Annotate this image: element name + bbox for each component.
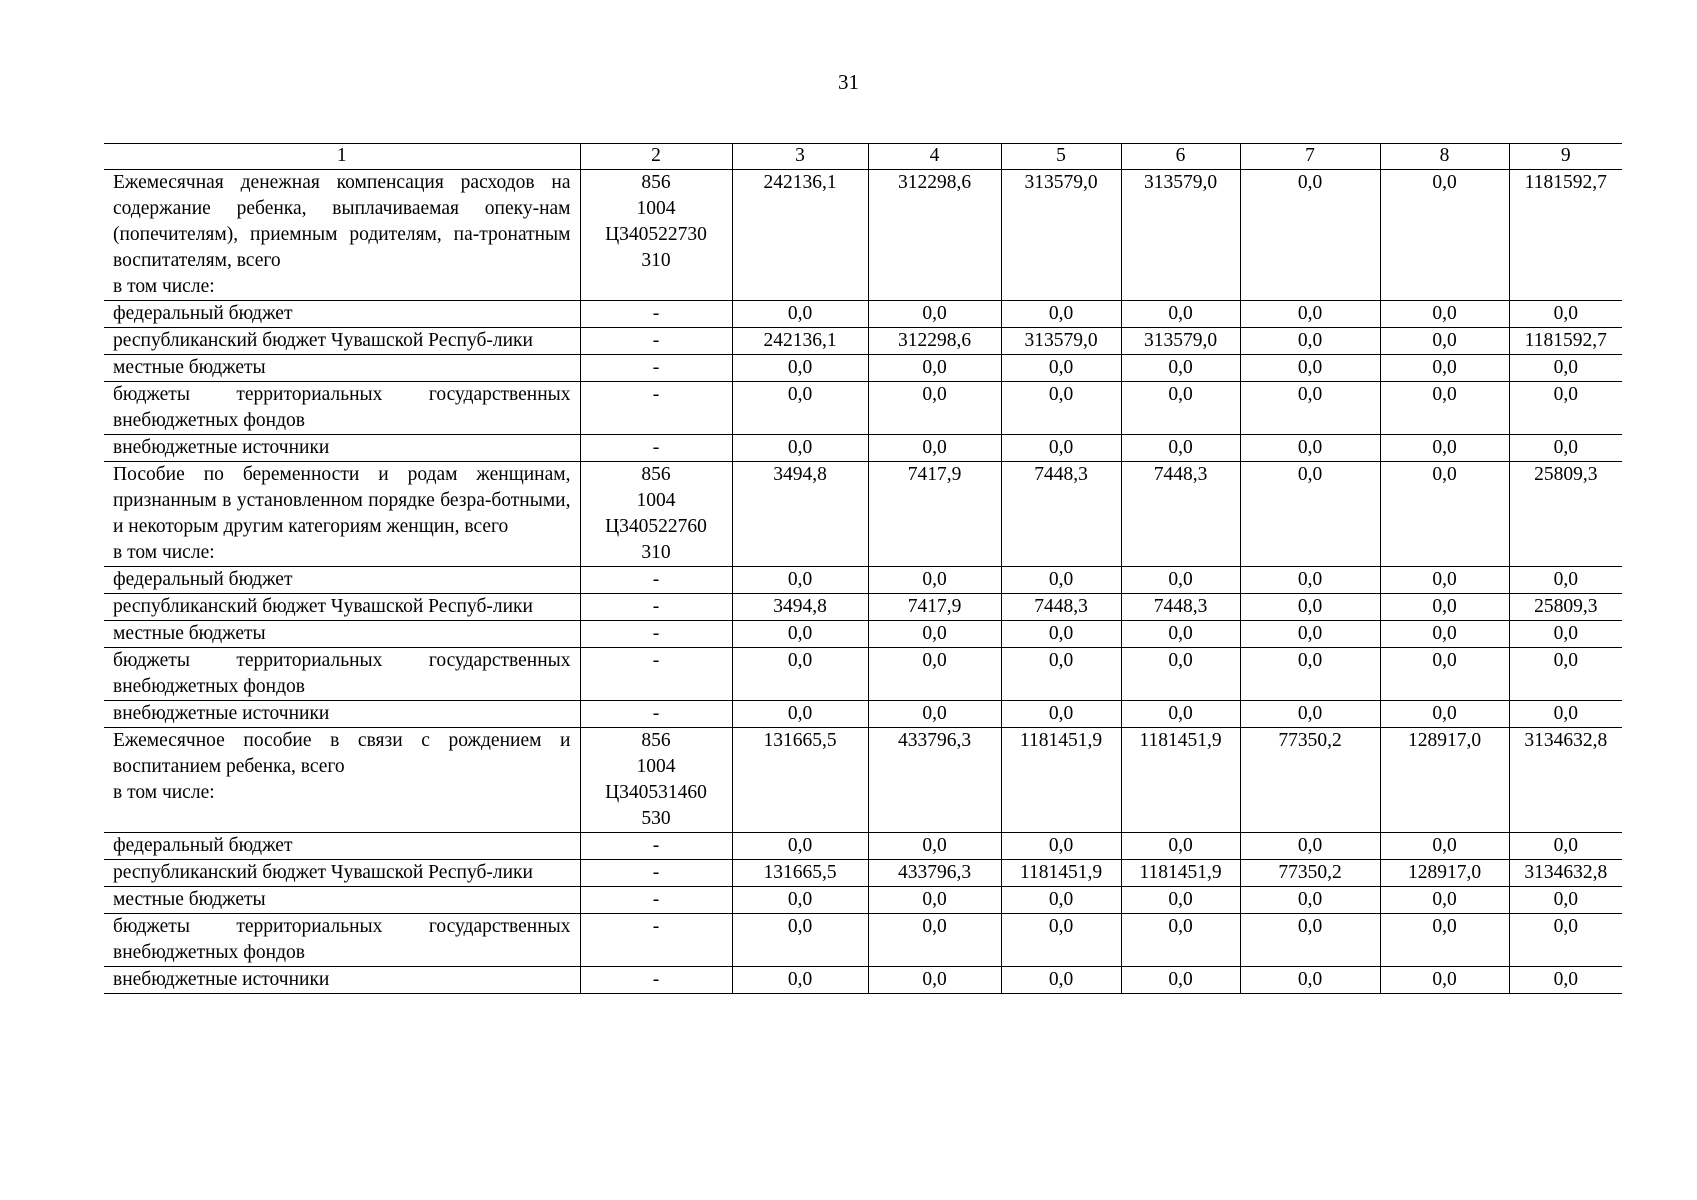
value-cell: 0,0	[1240, 887, 1380, 914]
value-cell: 0,0	[732, 887, 868, 914]
row-name-cell: республиканский бюджет Чувашской Респуб-лики	[104, 328, 580, 355]
value-cell: 0,0	[1240, 701, 1380, 728]
value-cell: 7417,9	[868, 594, 1001, 621]
value-cell: 0,0	[1001, 648, 1121, 701]
column-number-row	[104, 144, 1622, 170]
value-cell: 3134632,8	[1509, 728, 1622, 833]
value-cell: 0,0	[1240, 462, 1380, 567]
value-cell: 0,0	[868, 701, 1001, 728]
value-cell: 242136,1	[732, 170, 868, 301]
table-row	[104, 914, 1622, 967]
value-cell: 0,0	[732, 621, 868, 648]
value-cell: 128917,0	[1380, 728, 1509, 833]
row-name-cell: Пособие по беременности и родам женщинам, признанным в установленном порядке безра-ботными, и некоторым другим категориям женщин, всего в том числе:	[104, 462, 580, 567]
column-header: 7	[1240, 144, 1380, 170]
value-cell: 3494,8	[732, 462, 868, 567]
value-cell: 0,0	[1509, 301, 1622, 328]
value-cell: 0,0	[1240, 833, 1380, 860]
value-cell: 0,0	[1509, 914, 1622, 967]
value-cell: 1181451,9	[1121, 728, 1240, 833]
page-number: 31	[838, 70, 859, 94]
value-cell: 313579,0	[1121, 328, 1240, 355]
budget-code-cell: -	[580, 860, 732, 887]
value-cell: 0,0	[1121, 435, 1240, 462]
value-cell: 0,0	[1121, 887, 1240, 914]
budget-code-cell: -	[580, 301, 732, 328]
table-row	[104, 967, 1622, 994]
value-cell: 7448,3	[1121, 462, 1240, 567]
value-cell: 0,0	[1509, 701, 1622, 728]
value-cell: 0,0	[732, 833, 868, 860]
column-header: 4	[868, 144, 1001, 170]
table-row	[104, 567, 1622, 594]
value-cell: 0,0	[1240, 328, 1380, 355]
value-cell: 1181592,7	[1509, 170, 1622, 301]
value-cell: 0,0	[1001, 914, 1121, 967]
budget-code-cell: -	[580, 567, 732, 594]
table-row	[104, 887, 1622, 914]
value-cell: 0,0	[1001, 621, 1121, 648]
value-cell: 0,0	[1240, 914, 1380, 967]
value-cell: 0,0	[868, 435, 1001, 462]
value-cell: 0,0	[1001, 701, 1121, 728]
value-cell: 0,0	[1121, 914, 1240, 967]
value-cell: 433796,3	[868, 728, 1001, 833]
row-name-cell: Ежемесячная денежная компенсация расходов на содержание ребенка, выплачиваемая опеку-нам (попечителям), приемным родителям, па-тронатным воспитателям, всего в том числе:	[104, 170, 580, 301]
budget-code-cell: 856 1004 Ц340531460 530	[580, 728, 732, 833]
value-cell: 131665,5	[732, 860, 868, 887]
budget-code-cell: -	[580, 382, 732, 435]
table-row	[104, 621, 1622, 648]
value-cell: 433796,3	[868, 860, 1001, 887]
table-row	[104, 701, 1622, 728]
budget-code-cell: 856 1004 Ц340522760 310	[580, 462, 732, 567]
value-cell: 7417,9	[868, 462, 1001, 567]
value-cell: 0,0	[1240, 435, 1380, 462]
value-cell: 313579,0	[1001, 170, 1121, 301]
value-cell: 0,0	[1001, 355, 1121, 382]
value-cell: 0,0	[732, 648, 868, 701]
column-header: 9	[1509, 144, 1622, 170]
value-cell: 0,0	[1240, 621, 1380, 648]
value-cell: 0,0	[868, 914, 1001, 967]
value-cell: 0,0	[868, 621, 1001, 648]
value-cell: 0,0	[1240, 967, 1380, 994]
value-cell: 0,0	[1509, 648, 1622, 701]
column-header: 6	[1121, 144, 1240, 170]
value-cell: 0,0	[1509, 435, 1622, 462]
value-cell: 0,0	[1509, 382, 1622, 435]
budget-code-cell: -	[580, 833, 732, 860]
value-cell: 0,0	[1380, 621, 1509, 648]
value-cell: 0,0	[1001, 833, 1121, 860]
value-cell: 0,0	[732, 914, 868, 967]
value-cell: 0,0	[868, 967, 1001, 994]
row-name-cell: местные бюджеты	[104, 887, 580, 914]
value-cell: 128917,0	[1380, 860, 1509, 887]
budget-code-cell: -	[580, 355, 732, 382]
value-cell: 0,0	[1240, 594, 1380, 621]
value-cell: 0,0	[1380, 567, 1509, 594]
value-cell: 0,0	[1380, 382, 1509, 435]
value-cell: 77350,2	[1240, 728, 1380, 833]
value-cell: 0,0	[868, 382, 1001, 435]
row-name-cell: федеральный бюджет	[104, 567, 580, 594]
value-cell: 0,0	[1380, 435, 1509, 462]
budget-code-cell: -	[580, 914, 732, 967]
value-cell: 0,0	[1240, 567, 1380, 594]
value-cell: 0,0	[1380, 648, 1509, 701]
value-cell: 0,0	[1001, 567, 1121, 594]
value-cell: 0,0	[1380, 594, 1509, 621]
row-name-cell: федеральный бюджет	[104, 301, 580, 328]
value-cell: 1181451,9	[1001, 728, 1121, 833]
table-row	[104, 728, 1622, 833]
value-cell: 0,0	[1121, 301, 1240, 328]
row-name-cell: бюджеты территориальных государственных внебюджетных фондов	[104, 382, 580, 435]
value-cell: 0,0	[1380, 967, 1509, 994]
budget-code-cell: -	[580, 648, 732, 701]
value-cell: 7448,3	[1121, 594, 1240, 621]
value-cell: 0,0	[1121, 967, 1240, 994]
budget-code-cell: -	[580, 887, 732, 914]
value-cell: 131665,5	[732, 728, 868, 833]
column-header: 8	[1380, 144, 1509, 170]
value-cell: 0,0	[868, 648, 1001, 701]
row-name-cell: Ежемесячное пособие в связи с рождением и воспитанием ребенка, всего в том числе:	[104, 728, 580, 833]
value-cell: 0,0	[1001, 967, 1121, 994]
value-cell: 0,0	[868, 887, 1001, 914]
value-cell: 0,0	[868, 833, 1001, 860]
value-cell: 77350,2	[1240, 860, 1380, 887]
value-cell: 0,0	[868, 355, 1001, 382]
value-cell: 242136,1	[732, 328, 868, 355]
value-cell: 0,0	[1001, 382, 1121, 435]
budget-code-cell: 856 1004 Ц340522730 310	[580, 170, 732, 301]
value-cell: 0,0	[732, 967, 868, 994]
row-name-cell: республиканский бюджет Чувашской Респуб-лики	[104, 594, 580, 621]
value-cell: 0,0	[1001, 435, 1121, 462]
value-cell: 0,0	[1121, 701, 1240, 728]
value-cell: 0,0	[1380, 301, 1509, 328]
value-cell: 313579,0	[1121, 170, 1240, 301]
row-name-cell: местные бюджеты	[104, 355, 580, 382]
value-cell: 0,0	[732, 567, 868, 594]
budget-table	[104, 143, 1622, 994]
value-cell: 25809,3	[1509, 462, 1622, 567]
row-name-cell: федеральный бюджет	[104, 833, 580, 860]
table-row	[104, 382, 1622, 435]
value-cell: 0,0	[1509, 355, 1622, 382]
value-cell: 0,0	[1380, 914, 1509, 967]
row-name-cell: бюджеты территориальных государственных внебюджетных фондов	[104, 648, 580, 701]
table-row	[104, 355, 1622, 382]
value-cell: 313579,0	[1001, 328, 1121, 355]
value-cell: 0,0	[1509, 621, 1622, 648]
value-cell: 0,0	[732, 301, 868, 328]
column-header: 2	[580, 144, 732, 170]
value-cell: 0,0	[1121, 621, 1240, 648]
table-row	[104, 328, 1622, 355]
value-cell: 0,0	[1121, 833, 1240, 860]
value-cell: 0,0	[1380, 462, 1509, 567]
value-cell: 0,0	[732, 355, 868, 382]
row-name-cell: местные бюджеты	[104, 621, 580, 648]
value-cell: 0,0	[732, 382, 868, 435]
column-header: 3	[732, 144, 868, 170]
value-cell: 0,0	[1380, 887, 1509, 914]
value-cell: 0,0	[1121, 648, 1240, 701]
table-row	[104, 860, 1622, 887]
row-name-cell: республиканский бюджет Чувашской Респуб-лики	[104, 860, 580, 887]
column-header: 5	[1001, 144, 1121, 170]
value-cell: 0,0	[868, 567, 1001, 594]
value-cell: 0,0	[732, 435, 868, 462]
value-cell: 3134632,8	[1509, 860, 1622, 887]
value-cell: 0,0	[1240, 648, 1380, 701]
value-cell: 312298,6	[868, 328, 1001, 355]
value-cell: 0,0	[1240, 301, 1380, 328]
value-cell: 0,0	[1240, 170, 1380, 301]
value-cell: 1181451,9	[1121, 860, 1240, 887]
budget-code-cell: -	[580, 328, 732, 355]
budget-code-cell: -	[580, 967, 732, 994]
value-cell: 0,0	[1001, 887, 1121, 914]
table-row	[104, 435, 1622, 462]
value-cell: 0,0	[732, 701, 868, 728]
table-row	[104, 648, 1622, 701]
value-cell: 0,0	[868, 301, 1001, 328]
row-name-cell: внебюджетные источники	[104, 967, 580, 994]
budget-code-cell: -	[580, 594, 732, 621]
value-cell: 0,0	[1121, 355, 1240, 382]
value-cell: 0,0	[1380, 170, 1509, 301]
value-cell: 0,0	[1509, 567, 1622, 594]
value-cell: 0,0	[1380, 701, 1509, 728]
value-cell: 0,0	[1509, 967, 1622, 994]
value-cell: 1181592,7	[1509, 328, 1622, 355]
column-header: 1	[104, 144, 580, 170]
budget-code-cell: -	[580, 435, 732, 462]
value-cell: 0,0	[1509, 887, 1622, 914]
table-row	[104, 301, 1622, 328]
row-name-cell: бюджеты территориальных государственных внебюджетных фондов	[104, 914, 580, 967]
value-cell: 0,0	[1240, 382, 1380, 435]
value-cell: 0,0	[1380, 355, 1509, 382]
row-name-cell: внебюджетные источники	[104, 701, 580, 728]
value-cell: 0,0	[1121, 567, 1240, 594]
budget-code-cell: -	[580, 701, 732, 728]
value-cell: 0,0	[1001, 301, 1121, 328]
value-cell: 3494,8	[732, 594, 868, 621]
table-row	[104, 833, 1622, 860]
value-cell: 7448,3	[1001, 594, 1121, 621]
value-cell: 0,0	[1380, 833, 1509, 860]
value-cell: 1181451,9	[1001, 860, 1121, 887]
value-cell: 0,0	[1240, 355, 1380, 382]
table-row	[104, 170, 1622, 301]
value-cell: 0,0	[1121, 382, 1240, 435]
table-row	[104, 594, 1622, 621]
value-cell: 0,0	[1380, 328, 1509, 355]
value-cell: 25809,3	[1509, 594, 1622, 621]
row-name-cell: внебюджетные источники	[104, 435, 580, 462]
value-cell: 0,0	[1509, 833, 1622, 860]
value-cell: 312298,6	[868, 170, 1001, 301]
value-cell: 7448,3	[1001, 462, 1121, 567]
budget-code-cell: -	[580, 621, 732, 648]
table-row	[104, 462, 1622, 567]
